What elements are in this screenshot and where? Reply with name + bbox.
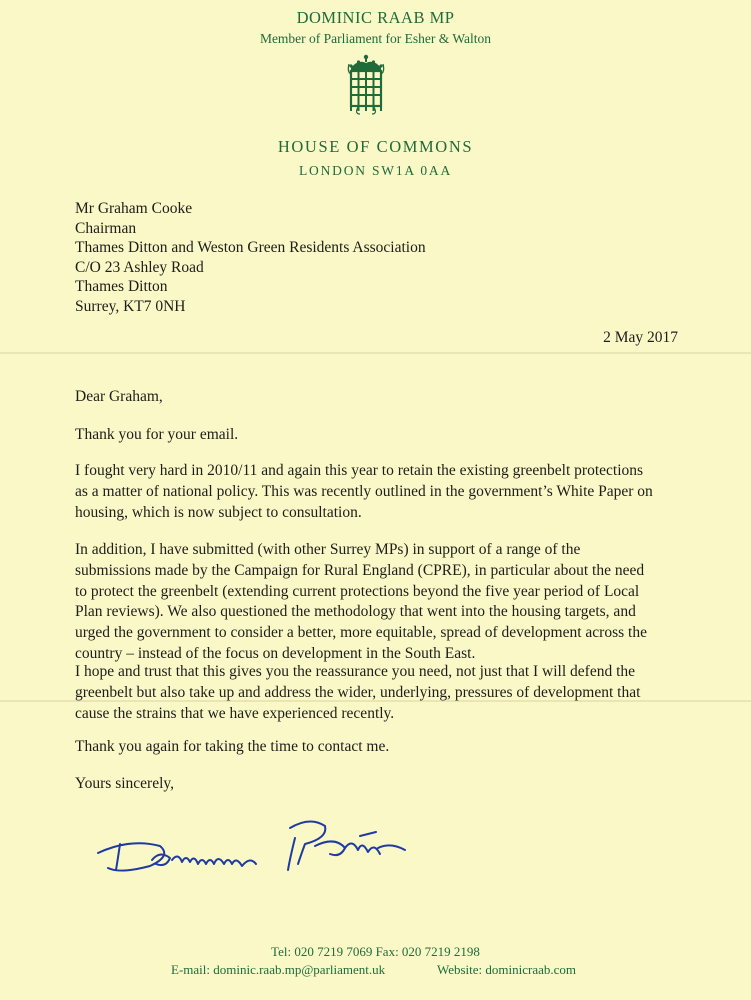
text-line: I fought very hard in 2010/11 and again this year to retain the existing greenbelt protections: [75, 462, 644, 479]
portcullis-icon: [346, 54, 386, 116]
address-line: Chairman: [75, 219, 137, 237]
address-line: Mr Graham Cooke: [75, 200, 193, 217]
text-line: I hope and trust that this gives you the reassurance you need, not just that I will defend the: [75, 663, 636, 680]
text-line: greenbelt but also take up and address the wider, underlying, pressures of development that: [75, 683, 641, 701]
text-line: urged the government to consider a better, more equitable, spread of development across the: [75, 624, 647, 642]
text-line: as a matter of national policy. This was recently outlined in the government’s White Paper on: [75, 482, 653, 500]
footer-email[interactable]: E-mail: dominic.raab.mp@parliament.uk: [171, 962, 386, 977]
paper-fold: [0, 352, 751, 354]
text-line: Thank you for your email.: [75, 426, 239, 443]
letter-date: 2 May 2017: [603, 329, 678, 346]
text-line: Thank you again for taking the time to contact me.: [75, 738, 390, 755]
salutation: Dear Graham,: [75, 388, 163, 405]
letterhead-subtitle: Member of Parliament for Esher & Walton: [259, 31, 492, 46]
text-line: to protect the greenbelt (extending current protections beyond the five year period of Local: [75, 582, 640, 600]
text-line: housing, which is now subject to consultation.: [75, 503, 362, 521]
paragraph: [75, 737, 685, 758]
paragraph: [75, 425, 685, 446]
paragraph: [75, 540, 685, 665]
address-line: C/O 23 Ashley Road: [75, 258, 204, 276]
text-line: Plan reviews). We also questioned the methodology that went into the housing targets, and: [75, 603, 636, 621]
signature: [90, 808, 420, 888]
footer-website[interactable]: Website: dominicraab.com: [437, 962, 577, 977]
closing: Yours sincerely,: [75, 775, 175, 792]
text-line: cause the strains that we have experienced recently.: [75, 704, 395, 722]
paragraph: [75, 461, 685, 523]
address-line: Thames Ditton: [75, 278, 168, 296]
letterhead-institution: HOUSE OF COMMONS: [277, 137, 474, 156]
letterhead-name: DOMINIC RAAB MP: [296, 8, 455, 27]
text-line: submissions made by the Campaign for Rural England (CPRE), in particular about the need: [75, 561, 645, 579]
footer-phone-fax: Tel: 020 7219 7069 Fax: 020 7219 2198: [271, 944, 480, 959]
text-line: country – instead of the focus on development in the South East.: [75, 644, 476, 662]
recipient-address: [75, 199, 426, 317]
text-line: In addition, I have submitted (with other Surrey MPs) in support of a range of the: [75, 541, 581, 558]
address-line: Thames Ditton and Weston Green Residents Association: [75, 239, 426, 257]
address-line: Surrey, KT7 0NH: [75, 297, 186, 315]
paragraph: [75, 662, 685, 724]
letterhead-location: LONDON SW1A 0AA: [299, 163, 452, 178]
